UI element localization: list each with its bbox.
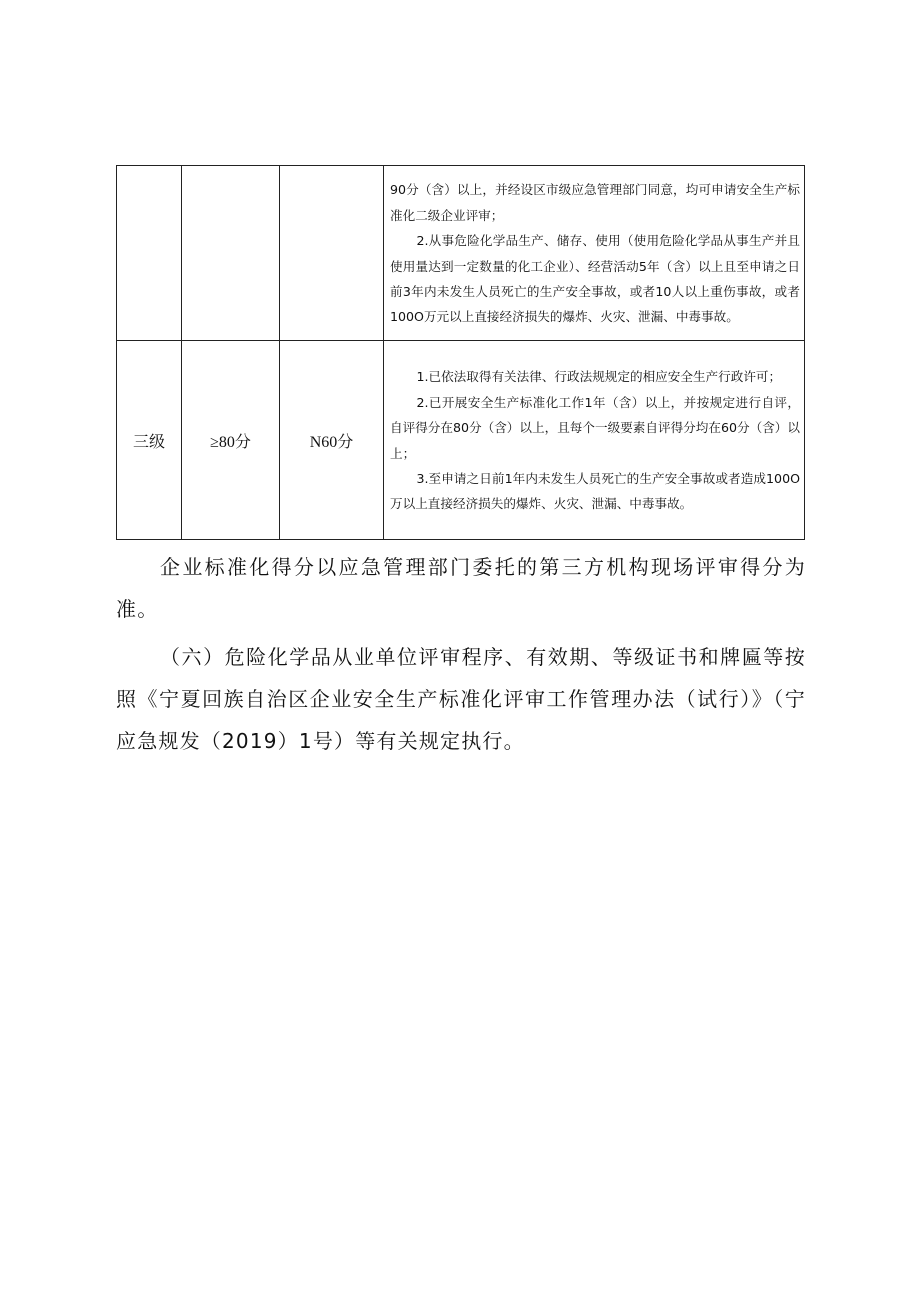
table-row — [117, 341, 805, 540]
requirements-cell — [384, 166, 805, 341]
element-score-cell: N60分 — [280, 341, 384, 540]
grading-criteria-table — [116, 165, 805, 540]
level-cell: 三级 — [117, 341, 182, 540]
requirement-item: 2.从事危险化学品生产、储存、使用（使用危险化学品从事生产并且使用量达到一定数量的化工企业）、经营活动5年（含）以上且至申请之日前3年内未发生人员死亡的生产安全事故，或者10人以上重伤事故，或者100O万元以上直接经济损失的爆炸、火灾、泄漏、中毒事故。 — [390, 233, 800, 325]
score-cell — [182, 166, 280, 341]
requirements-cell — [384, 341, 805, 540]
paragraph-section-six: （六）危险化学品从业单位评审程序、有效期、等级证书和牌匾等按照《宁夏回族自治区企业安全生产标准化评审工作管理办法（试行）》（宁应急规发（2019）1号）等有关规定执行。 — [116, 645, 806, 753]
requirement-item: 3.至申请之日前1年内未发生人员死亡的生产安全事故或者造成100O万以上直接经济损失的爆炸、火灾、泄漏、中毒事故。 — [390, 470, 800, 512]
table-row — [117, 166, 805, 341]
requirement-item: 1.已依法取得有关法律、行政法规规定的相应安全生产行政许可； — [416, 369, 782, 385]
requirement-item: 90分（含）以上，并经设区市级应急管理部门同意，均可申请安全生产标准化二级企业评审； — [390, 182, 800, 223]
score-cell: ≥80分 — [182, 341, 280, 540]
paragraph-scoring-basis: 企业标准化得分以应急管理部门委托的第三方机构现场评审得分为准。 — [116, 555, 806, 621]
level-cell — [117, 166, 182, 341]
requirement-item: 2.已开展安全生产标准化工作1年（含）以上，并按规定进行自评，自评得分在80分（含）以上，且每个一级要素自评得分均在60分（含）以上； — [390, 394, 800, 461]
element-score-cell — [280, 166, 384, 341]
